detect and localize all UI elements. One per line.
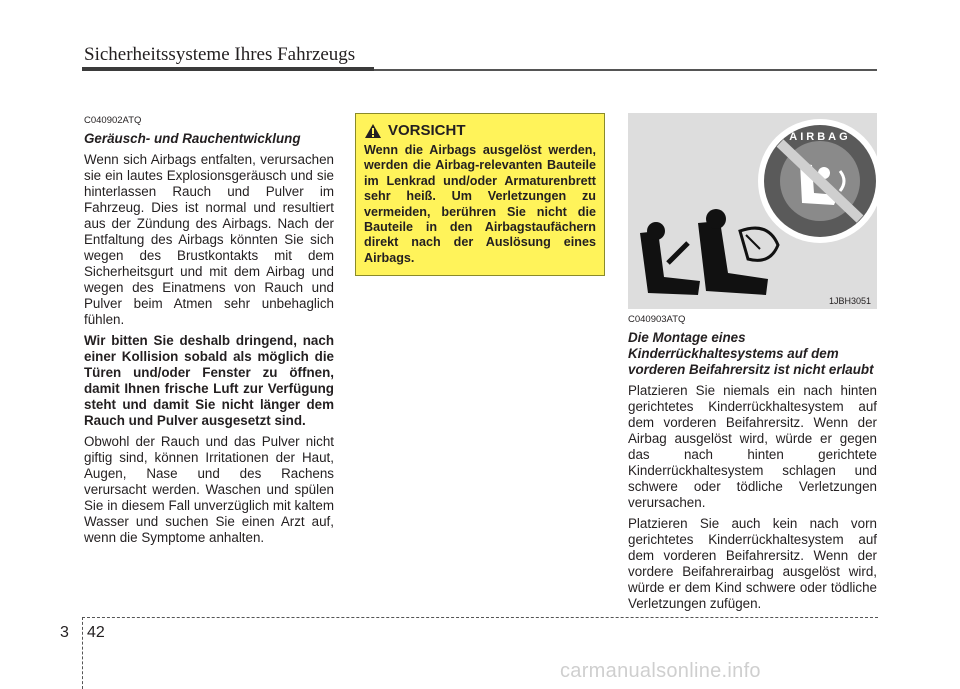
airbag-child-seat-illustration bbox=[628, 113, 877, 309]
caution-header bbox=[364, 122, 596, 139]
footer-divider bbox=[82, 617, 83, 689]
section-subheading: Geräusch- und Rauchentwicklung bbox=[84, 131, 301, 146]
watermark: carmanualsonline.info bbox=[560, 660, 761, 682]
footer-rule bbox=[82, 617, 878, 618]
paragraph: Obwohl der Rauch und das Pulver nicht giftig sind, können Irritationen der Haut, Augen, Nase und des Rachens verursacht werden. Waschen und spülen Sie in diesem Fall unverzüglich mit kaltem Wasser und suchen Sie einen Arzt auf, wenn die Symptome anhalten. bbox=[84, 434, 334, 545]
paragraph: Wenn sich Airbags entfalten, verursachen sie ein lautes Explosionsgeräusch und sie hinterlassen Rauch und Pulver im Fahrzeug. Dies ist normal und resultiert aus der Zündung des Airbags. Nach der Entfaltung des Airbags könnten Sie sich wegen des Brustkontakts mit dem Sicherheitsgurt und mit dem Airbag und wegen des Einatmens von Rauch und Pulver beim Atmen sehr unbehaglich fühlen. bbox=[84, 152, 334, 327]
caution-title: VORSICHT bbox=[388, 122, 466, 139]
caution-text: Wenn die Airbags ausgelöst werden, werden die Airbag-relevanten Bauteile im Lenkrad und/oder Armaturenbrett sehr heiß. Um Verletzungen zu vermeiden, berühren Sie nicht die Bauteile in den Airbagstaufächern direkt nach der Auslösung eines Airbags. bbox=[364, 143, 596, 265]
page-header-title: Sicherheitssysteme Ihres Fahrzeugs bbox=[84, 44, 356, 65]
section-code: C040902ATQ bbox=[84, 115, 142, 126]
section-number: 3 bbox=[60, 624, 69, 641]
figure-code: 1JBH3051 bbox=[828, 296, 871, 306]
section-subheading: Die Montage eines Kinderrückhaltesystems auf dem vorderen Beifahrersitz ist nicht erlaubt bbox=[628, 330, 874, 377]
page-number: 42 bbox=[87, 624, 105, 641]
right-column bbox=[628, 314, 877, 617]
header-rule-thin bbox=[374, 69, 877, 71]
section-code: C040903ATQ bbox=[628, 314, 686, 325]
airbag-label: AIRBAG bbox=[789, 131, 851, 143]
left-column bbox=[84, 115, 334, 551]
warning-triangle-icon bbox=[364, 123, 382, 139]
caution-box bbox=[355, 113, 605, 276]
paragraph-emphasis: Wir bitten Sie deshalb dringend, nach einer Kollision sobald als möglich die Türen und/oder Fenster zu öffnen, damit Ihnen frische Luft zur Verfügung steht und damit Sie nicht länger dem Rauch und Pulver ausgesetzt sind. bbox=[84, 333, 334, 428]
paragraph: Platzieren Sie auch kein nach vorn gerichtetes Kinderrückhaltesystem auf dem vorderen Beifahrersitz. Wenn der vordere Beifahrerairbag ausgelöst wird, würde er dem Kind schwere oder tödliche Verletzungen zufügen. bbox=[628, 516, 877, 611]
paragraph: Platzieren Sie niemals ein nach hinten gerichtetes Kinderrückhaltesystem auf dem vorderen Beifahrersitz. Wenn der Airbag ausgelöst wird, würde er gegen das nach hinten gerichtete Kinderrückhaltesystem schlagen und schwere oder tödliche Verletzungen verursachen. bbox=[628, 383, 877, 510]
header-rule-thick bbox=[82, 67, 374, 71]
